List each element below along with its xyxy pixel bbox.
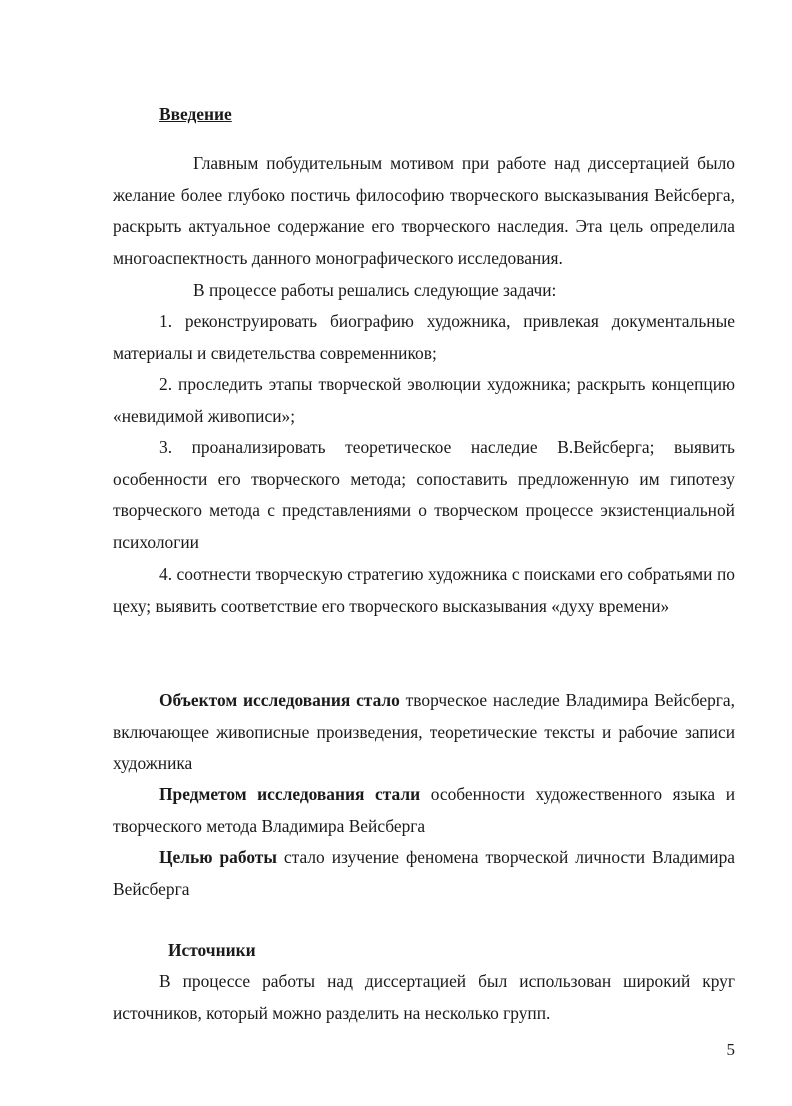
heading-introduction: Введение bbox=[159, 104, 232, 124]
task-item-1: 1. реконструировать биографию художника, привлекая документальные материалы и свидетельства современников; bbox=[113, 311, 735, 363]
paragraph-motive: Главным побудительным мотивом при работе над диссертацией было желание более глубоко постичь философию творческого высказывания Вейсберга, раскрыть актуальное содержание его творческого наследия. Эта цель определила многоаспектность данного монографического исследования. bbox=[113, 153, 735, 268]
subject-label: Предметом исследования стали bbox=[159, 784, 421, 804]
task-item-2: 2. проследить этапы творческой эволюции художника; раскрыть концепцию «невидимой живописи»; bbox=[113, 374, 735, 426]
paragraph-subject bbox=[113, 779, 735, 842]
page-number: 5 bbox=[726, 1040, 735, 1059]
paragraph-tasks-intro: В процессе работы решались следующие задачи: bbox=[193, 280, 557, 300]
goal-text: стало изучение феномена творческой личности Владимира Вейсберга bbox=[113, 847, 735, 899]
goal-label: Целью работы bbox=[159, 847, 277, 867]
paragraph-goal bbox=[113, 842, 735, 905]
task-item-3: 3. проанализировать теоретическое наследие В.Вейсберга; выявить особенности его творческого метода; сопоставить предложенную им гипотезу творческого метода с представлениями о творческом процессе экзистенциальной психологии bbox=[113, 437, 735, 552]
heading-sources: Источники bbox=[168, 940, 256, 960]
paragraph-sources: В процессе работы над диссертацией был использован широкий круг источников, который можно разделить на несколько групп. bbox=[113, 971, 735, 1023]
subject-text: особенности художественного языка и творческого метода Владимира Вейсберга bbox=[113, 784, 736, 836]
object-text: творческое наследие Владимира Вейсберга, включающее живописные произведения, теоретические тексты и рабочие записи художника bbox=[113, 690, 735, 773]
paragraph-object bbox=[113, 685, 735, 780]
task-item-4: 4. соотнести творческую стратегию художника с поисками его собратьями по цеху; выявить соответствие его творческого высказывания «духу времени» bbox=[113, 564, 735, 616]
object-label: Объектом исследования стало bbox=[159, 690, 400, 710]
